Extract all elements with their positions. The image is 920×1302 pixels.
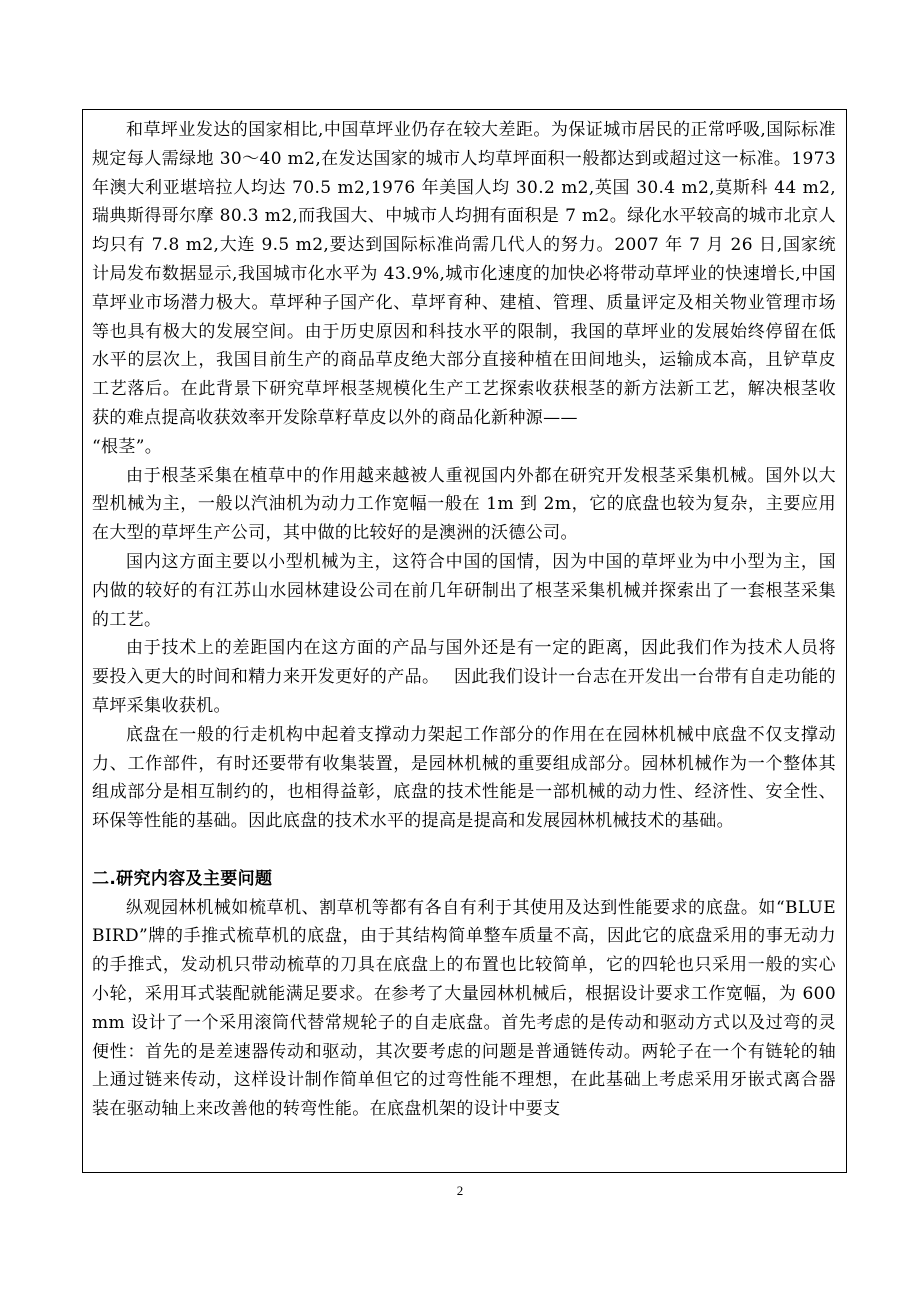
paragraph-lawn-gap: 和草坪业发达的国家相比,中国草坪业仍存在较大差距。为保证城市居民的正常呼吸,国际标准规定每人需绿地 30～40 m2,在发达国家的城市人均草坪面积一般都达到或超过这一标准。1973 年澳大利亚堪培拉人均达 70.5 m2,1976 年美国人均 30.2 m2,英国 30.4 m2,莫斯科 44 m2,瑞典斯得哥尔摩 80.3 m2,而我国大、中城市人均拥有面积是 7 m2。绿化水平较高的城市北京人均只有 7.8 m2,大连 9.5 m2,要达到国际标准尚需几代人的努力。2007 年 7 月 26 日,国家统计局发布数据显示,我国城市化水平为 43.9%,城市化速度的加快必将带动草坪业的快速增长,中国草坪业市场潜力极大。草坪种子国产化、草坪育种、建植、管理、质量评定及相关物业管理市场等也具有极大的发展空间。由于历史原因和科技水平的限制，我国的草坪业的发展始终停留在低水平的层次上，我国目前生产的商品草皮绝大部分直接种植在田间地头，运输成本高，且铲草皮工艺落后。在此背景下研究草坪根茎规模化生产工艺探索收获根茎的新方法新工艺，解决根茎收获的难点提高收获效率开发除草籽草皮以外的商品化新种源——: [92, 120, 836, 428]
paragraph-tech-gap: 由于技术上的差距国内在这方面的产品与国外还是有一定的距离，因此我们作为技术人员将要投入更大的时间和精力来开发更好的产品。 因此我们设计一台志在开发出一台带有自走功能的草坪采集收获机。: [92, 638, 836, 716]
paragraph-research-content: 纵观园林机械如梳草机、割草机等都有各自有利于其使用及达到性能要求的底盘。如“BLUE BIRD”牌的手推式梳草机的底盘，由于其结构简单整车质量不高，因此它的底盘采用的事无动力的手推式，发动机只带动梳草的刀具在底盘上的布置也比较简单，它的四轮也只采用一般的实心小轮，采用耳式装配就能满足要求。在参考了大量园林机械后，根据设计要求工作宽幅，为 600mm 设计了一个采用滚筒代替常规轮子的自走底盘。首先考虑的是传动和驱动方式以及过弯的灵便性：首先的是差速器传动和驱动，其次要考虑的问题是普通链传动。两轮子在一个有链轮的轴上通过链来传动，这样设计制作简单但它的过弯性能不理想，在此基础上考虑采用牙嵌式离合器装在驱动轴上来改善他的转弯性能。在底盘机架的设计中要支: [92, 897, 836, 1120]
paragraph-chassis-role: 底盘在一般的行走机构中起着支撑动力架起工作部分的作用在在园林机械中底盘不仅支撑动力、工作部件，有时还要带有收集装置，是园林机械的重要组成部分。园林机械作为一个整体其组成部分是相互制约的，也相得益彰，底盘的技术性能是一部机械的动力性、经济性、安全性、环保等性能的基础。因此底盘的技术水平的提高是提高和发展园林机械技术的基础。: [92, 724, 836, 832]
blank-line: [92, 836, 836, 865]
paragraph-rhizome-term: “根茎”。: [92, 436, 163, 457]
document-frame: [82, 109, 847, 1173]
document-body: [92, 116, 836, 1124]
paragraph-domestic-machines: 国内这方面主要以小型机械为主，这符合中国的国情，因为中国的草坪业为中小型为主，国内做的较好的有江苏山水园林建设公司在前几年研制出了根茎采集机械并探索出了一套根茎采集的工艺。: [92, 551, 836, 630]
page-number: 2: [456, 1183, 464, 1198]
section-heading: 二.研究内容及主要问题: [92, 868, 273, 889]
paragraph-foreign-machines: 由于根茎采集在植草中的作用越来越被人重视国内外都在研究开发根茎采集机械。国外以大型机械为主，一般以汽油机为动力工作宽幅一般在 1m 到 2m，它的底盘也较为复杂，主要应用在大型的草坪生产公司，其中做的比较好的是澳洲的沃德公司。: [92, 465, 836, 544]
